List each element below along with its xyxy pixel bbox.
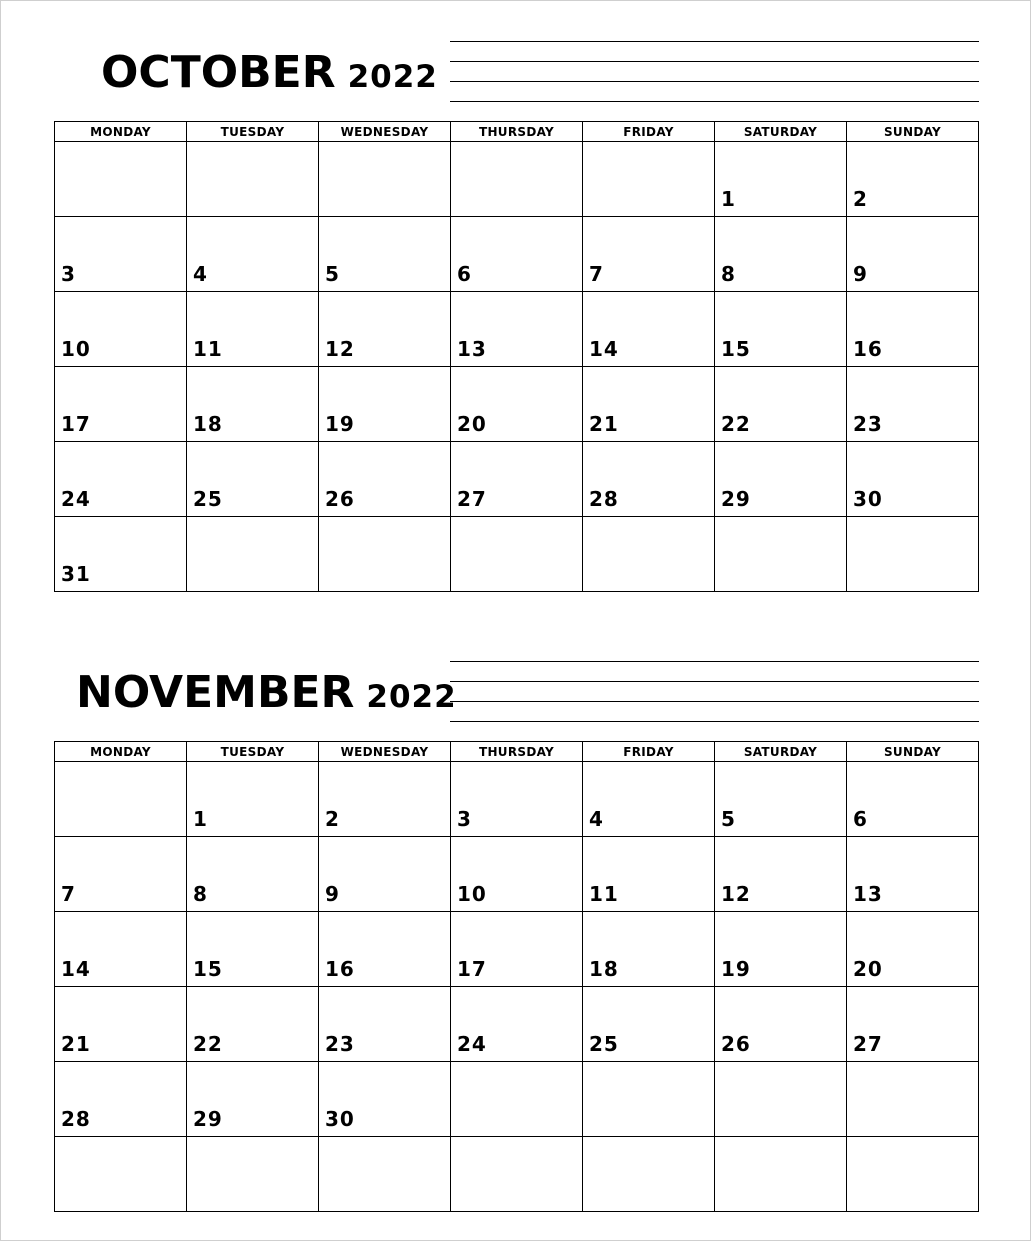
- day-cell: [451, 1062, 583, 1137]
- note-line: [450, 101, 979, 102]
- day-cell: [715, 217, 847, 292]
- day-cell: [319, 517, 451, 592]
- day-number: 17: [457, 957, 487, 981]
- day-number: 26: [721, 1032, 751, 1056]
- day-number: 15: [721, 337, 751, 361]
- day-cell: [187, 367, 319, 442]
- weekday-header: THURSDAY: [451, 122, 583, 142]
- day-number: [187, 1205, 318, 1211]
- week-row: [55, 367, 979, 442]
- day-cell: [583, 367, 715, 442]
- day-cell: [55, 837, 187, 912]
- day-cell: [451, 1137, 583, 1212]
- day-number: 2: [325, 807, 340, 831]
- day-number: 30: [325, 1107, 355, 1131]
- note-line: [450, 721, 979, 722]
- day-cell: [319, 762, 451, 837]
- day-cell: [583, 987, 715, 1062]
- day-cell: [715, 442, 847, 517]
- day-cell: [451, 517, 583, 592]
- day-cell: [319, 987, 451, 1062]
- day-cell: [319, 912, 451, 987]
- day-cell: [55, 442, 187, 517]
- day-cell: [715, 1137, 847, 1212]
- day-number: [847, 585, 978, 591]
- day-number: 20: [853, 957, 883, 981]
- day-cell: [55, 517, 187, 592]
- day-number: 7: [61, 882, 76, 906]
- day-number: 16: [325, 957, 355, 981]
- day-cell: [847, 1062, 979, 1137]
- month-name: OCTOBER: [101, 47, 336, 98]
- weekday-header-row: [55, 122, 979, 142]
- day-cell: [847, 1137, 979, 1212]
- month-year: 2022: [347, 59, 438, 95]
- week-row: [55, 762, 979, 837]
- day-number: [715, 1205, 846, 1211]
- day-cell: [55, 762, 187, 837]
- weekday-header: TUESDAY: [187, 122, 319, 142]
- day-cell: [451, 292, 583, 367]
- day-number: 10: [457, 882, 487, 906]
- day-number: 15: [193, 957, 223, 981]
- week-row: [55, 142, 979, 217]
- day-cell: [583, 1137, 715, 1212]
- day-number: 5: [325, 262, 340, 286]
- day-number: 27: [853, 1032, 883, 1056]
- week-row: [55, 912, 979, 987]
- month-name: NOVEMBER: [76, 667, 355, 718]
- day-number: 22: [721, 412, 751, 436]
- month-title: [101, 47, 438, 103]
- day-number: 25: [589, 1032, 619, 1056]
- day-cell: [451, 442, 583, 517]
- day-number: 28: [589, 487, 619, 511]
- day-number: [187, 585, 318, 591]
- day-number: 9: [853, 262, 868, 286]
- day-cell: [55, 217, 187, 292]
- notes-lines: [450, 41, 979, 121]
- day-number: 11: [193, 337, 223, 361]
- day-number: [583, 1205, 714, 1211]
- day-cell: [319, 442, 451, 517]
- day-cell: [583, 292, 715, 367]
- week-row: [55, 1062, 979, 1137]
- day-cell: [187, 762, 319, 837]
- day-number: 23: [853, 412, 883, 436]
- day-number: [451, 1130, 582, 1136]
- day-cell: [451, 142, 583, 217]
- day-number: 28: [61, 1107, 91, 1131]
- day-cell: [583, 762, 715, 837]
- day-cell: [847, 517, 979, 592]
- day-number: [715, 1130, 846, 1136]
- day-number: 16: [853, 337, 883, 361]
- day-cell: [451, 367, 583, 442]
- day-number: 6: [457, 262, 472, 286]
- day-cell: [583, 1062, 715, 1137]
- day-number: [451, 1205, 582, 1211]
- day-number: [451, 210, 582, 216]
- day-number: [583, 210, 714, 216]
- day-cell: [847, 367, 979, 442]
- day-cell: [187, 912, 319, 987]
- day-number: 14: [589, 337, 619, 361]
- week-row: [55, 217, 979, 292]
- weekday-header: SATURDAY: [715, 742, 847, 762]
- day-number: 31: [61, 562, 91, 586]
- day-number: 4: [589, 807, 604, 831]
- day-cell: [847, 912, 979, 987]
- week-row: [55, 987, 979, 1062]
- weekday-header: SATURDAY: [715, 122, 847, 142]
- day-cell: [451, 837, 583, 912]
- weekday-header: MONDAY: [55, 742, 187, 762]
- day-number: [583, 1130, 714, 1136]
- day-number: 20: [457, 412, 487, 436]
- day-number: 13: [853, 882, 883, 906]
- day-number: 12: [325, 337, 355, 361]
- week-row: [55, 292, 979, 367]
- day-number: 10: [61, 337, 91, 361]
- weekday-header: SUNDAY: [847, 742, 979, 762]
- weekday-header: FRIDAY: [583, 742, 715, 762]
- day-number: 1: [193, 807, 208, 831]
- day-number: 18: [589, 957, 619, 981]
- day-number: 29: [721, 487, 751, 511]
- day-number: 3: [457, 807, 472, 831]
- day-cell: [55, 292, 187, 367]
- day-number: [715, 585, 846, 591]
- day-cell: [319, 292, 451, 367]
- notes-lines: [450, 661, 979, 741]
- day-cell: [847, 442, 979, 517]
- day-number: 7: [589, 262, 604, 286]
- day-cell: [451, 762, 583, 837]
- day-cell: [715, 912, 847, 987]
- day-number: 23: [325, 1032, 355, 1056]
- day-number: 22: [193, 1032, 223, 1056]
- day-number: 30: [853, 487, 883, 511]
- day-number: 9: [325, 882, 340, 906]
- day-cell: [583, 517, 715, 592]
- day-cell: [583, 142, 715, 217]
- day-number: 4: [193, 262, 208, 286]
- day-cell: [187, 837, 319, 912]
- day-number: [187, 210, 318, 216]
- day-cell: [319, 1062, 451, 1137]
- day-number: [451, 585, 582, 591]
- day-number: [847, 1130, 978, 1136]
- week-row: [55, 442, 979, 517]
- note-line: [450, 61, 979, 62]
- day-number: 14: [61, 957, 91, 981]
- day-number: 24: [61, 487, 91, 511]
- day-cell: [55, 987, 187, 1062]
- day-number: 2: [853, 187, 868, 211]
- week-row: [55, 1137, 979, 1212]
- day-cell: [187, 987, 319, 1062]
- day-cell: [187, 1062, 319, 1137]
- month-title: [76, 667, 457, 723]
- day-number: [847, 1205, 978, 1211]
- weekday-header: WEDNESDAY: [319, 742, 451, 762]
- day-number: 25: [193, 487, 223, 511]
- day-cell: [583, 217, 715, 292]
- day-cell: [187, 217, 319, 292]
- note-line: [450, 661, 979, 662]
- weekday-header: MONDAY: [55, 122, 187, 142]
- day-number: [319, 1205, 450, 1211]
- day-number: 18: [193, 412, 223, 436]
- day-cell: [847, 987, 979, 1062]
- day-cell: [583, 912, 715, 987]
- day-cell: [583, 442, 715, 517]
- note-line: [450, 81, 979, 82]
- day-number: [583, 585, 714, 591]
- day-cell: [715, 142, 847, 217]
- weekday-header: THURSDAY: [451, 742, 583, 762]
- day-cell: [55, 1062, 187, 1137]
- day-number: [55, 210, 186, 216]
- weekday-header-row: [55, 742, 979, 762]
- day-number: 21: [61, 1032, 91, 1056]
- day-number: 6: [853, 807, 868, 831]
- day-cell: [55, 1137, 187, 1212]
- day-cell: [715, 292, 847, 367]
- day-cell: [187, 517, 319, 592]
- day-cell: [847, 142, 979, 217]
- day-cell: [847, 762, 979, 837]
- note-line: [450, 681, 979, 682]
- month-year: 2022: [366, 679, 457, 715]
- day-number: 5: [721, 807, 736, 831]
- weekday-header: TUESDAY: [187, 742, 319, 762]
- day-cell: [583, 837, 715, 912]
- day-number: 19: [325, 412, 355, 436]
- day-number: 1: [721, 187, 736, 211]
- day-cell: [55, 142, 187, 217]
- day-number: 8: [721, 262, 736, 286]
- day-cell: [319, 367, 451, 442]
- day-cell: [187, 442, 319, 517]
- day-cell: [319, 837, 451, 912]
- day-number: 3: [61, 262, 76, 286]
- day-cell: [715, 762, 847, 837]
- day-number: 17: [61, 412, 91, 436]
- day-cell: [451, 987, 583, 1062]
- day-number: 12: [721, 882, 751, 906]
- day-cell: [715, 987, 847, 1062]
- day-number: 26: [325, 487, 355, 511]
- day-cell: [319, 1137, 451, 1212]
- calendar-grid: [54, 741, 979, 1212]
- day-number: [319, 210, 450, 216]
- day-cell: [451, 217, 583, 292]
- day-number: [55, 1205, 186, 1211]
- day-number: [55, 830, 186, 836]
- day-number: 27: [457, 487, 487, 511]
- note-line: [450, 701, 979, 702]
- day-cell: [847, 837, 979, 912]
- day-cell: [187, 142, 319, 217]
- day-cell: [55, 912, 187, 987]
- calendar-grid: [54, 121, 979, 592]
- day-cell: [715, 837, 847, 912]
- day-cell: [55, 367, 187, 442]
- day-cell: [715, 1062, 847, 1137]
- day-cell: [187, 1137, 319, 1212]
- day-cell: [715, 367, 847, 442]
- day-number: 11: [589, 882, 619, 906]
- note-line: [450, 41, 979, 42]
- weekday-header: SUNDAY: [847, 122, 979, 142]
- day-cell: [319, 217, 451, 292]
- day-number: 13: [457, 337, 487, 361]
- weekday-header: WEDNESDAY: [319, 122, 451, 142]
- day-number: 24: [457, 1032, 487, 1056]
- day-number: 21: [589, 412, 619, 436]
- day-cell: [847, 217, 979, 292]
- day-cell: [715, 517, 847, 592]
- day-cell: [187, 292, 319, 367]
- week-row: [55, 837, 979, 912]
- day-number: 8: [193, 882, 208, 906]
- weekday-header: FRIDAY: [583, 122, 715, 142]
- week-row: [55, 517, 979, 592]
- day-cell: [847, 292, 979, 367]
- day-number: 29: [193, 1107, 223, 1131]
- day-number: [319, 585, 450, 591]
- day-number: 19: [721, 957, 751, 981]
- day-cell: [451, 912, 583, 987]
- day-cell: [319, 142, 451, 217]
